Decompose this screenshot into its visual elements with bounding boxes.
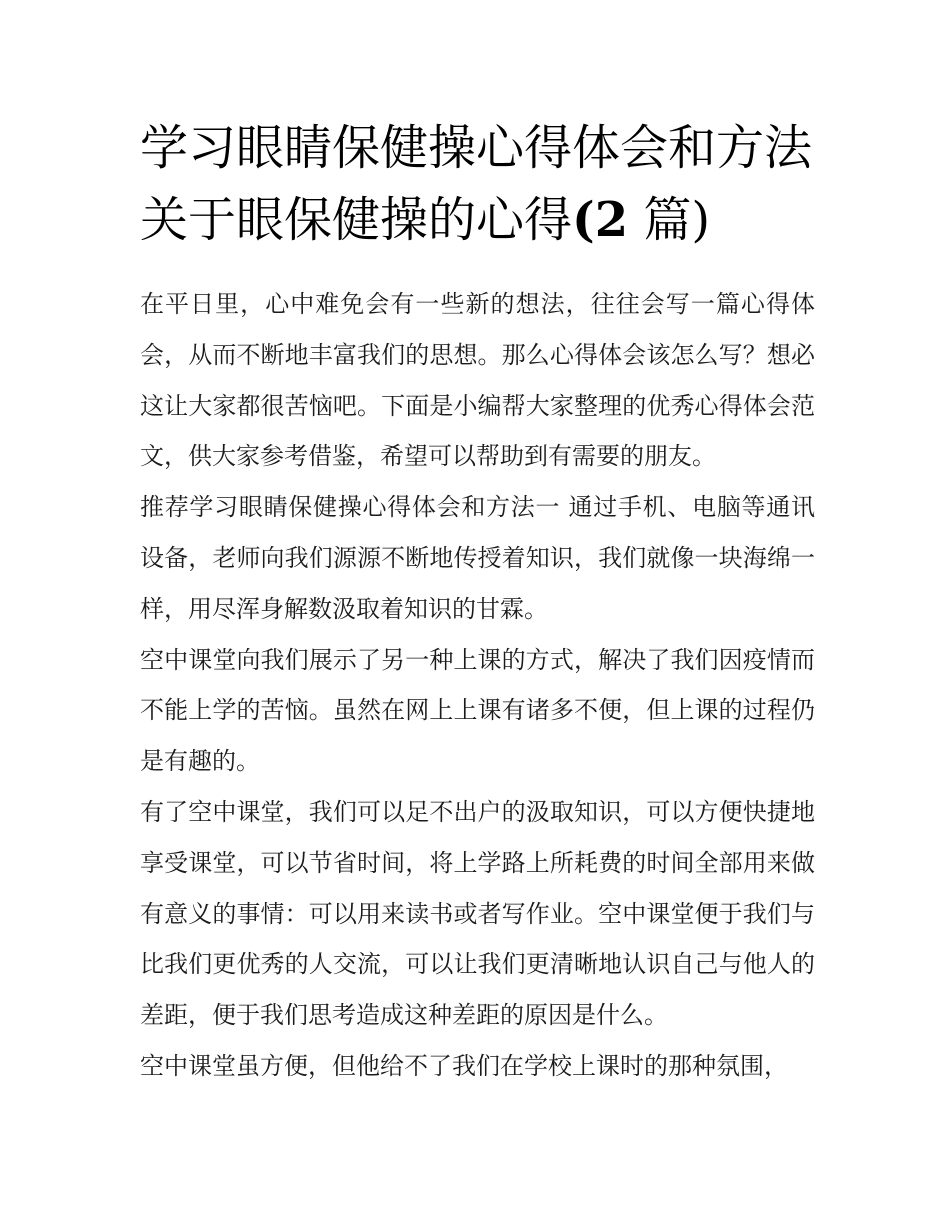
document-title <box>140 112 820 256</box>
paragraph-intro: 在平日里，心中难免会有一些新的想法，往往会写一篇心得体会，从而不断地丰富我们的思想。那么心得体会该怎么写？想必这让大家都很苦恼吧。下面是小编帮大家整理的优秀心得体会范文，供大家参考借鉴，希望可以帮助到有需要的朋友。 <box>140 290 815 471</box>
paragraph-drawbacks: 空中课堂虽方便，但他给不了我们在学校上课时的那种氛围， <box>140 1051 788 1080</box>
paragraph-online-class: 空中课堂向我们展示了另一种上课的方式，解决了我们因疫情而不能上学的苦恼。虽然在网上上课有诸多不便，但上课的过程仍是有趣的。 <box>140 645 815 776</box>
title-count: (2 <box>572 192 629 248</box>
document-body <box>140 279 815 1092</box>
paragraph-recommend: 推荐学习眼睛保健操心得体会和方法一 通过手机、电脑等通讯设备，老师向我们源源不断地传授着知识，我们就像一块海绵一样，用尽浑身解数汲取着知识的甘霖。 <box>140 493 815 623</box>
paragraph-benefits: 有了空中课堂，我们可以足不出户的汲取知识，可以方便快捷地享受课堂，可以节省时间，将上学路上所耗费的时间全部用来做有意义的事情：可以用来读书或者写作业。空中课堂便于我们与比我们更优秀的人交流，可以让我们更清晰地认识自己与他人的差距，便于我们思考造成这种差距的原因是什么。 <box>140 797 815 1030</box>
title-suffix: 篇) <box>643 192 711 248</box>
title-text: 学习眼睛保健操心得体会和方法 关于眼保健操的心得 <box>140 120 813 248</box>
